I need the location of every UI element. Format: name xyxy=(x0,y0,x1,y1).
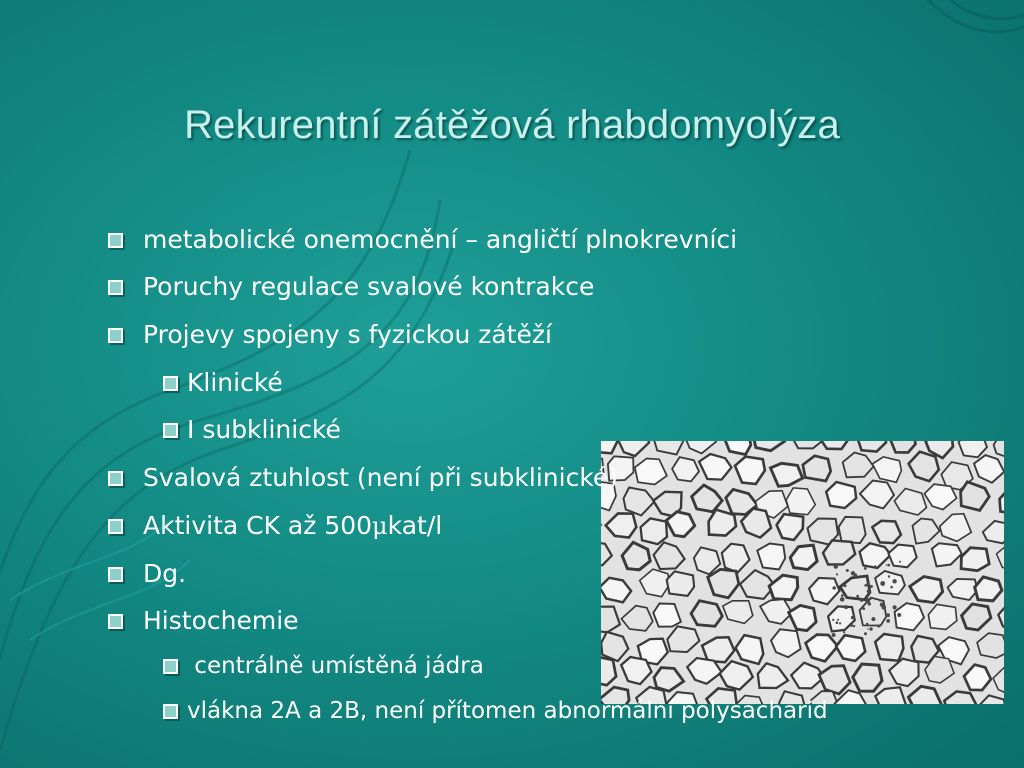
checkbox-bullet-icon xyxy=(163,423,178,438)
checkbox-bullet-icon xyxy=(163,376,178,391)
checkbox-bullet-icon xyxy=(108,233,123,248)
bullet-text: Svalová ztuhlost (není při subklinické) xyxy=(143,463,619,492)
bullet-text-part: Aktivita CK až 500 xyxy=(143,511,373,540)
checkbox-bullet-icon xyxy=(163,704,178,719)
checkbox-bullet-icon xyxy=(108,519,123,534)
bullet-text: Klinické xyxy=(187,368,283,397)
checkbox-bullet-icon xyxy=(108,328,123,343)
bullet-text: metabolické onemocnění – angličtí plnokrevníci xyxy=(143,225,738,254)
checkbox-bullet-icon xyxy=(163,659,178,674)
checkbox-bullet-icon xyxy=(108,471,123,486)
bullet-text: Projevy spojeny s fyzickou zátěží xyxy=(143,320,552,349)
checkbox-bullet-icon xyxy=(108,614,123,629)
checkbox-bullet-icon xyxy=(108,280,123,295)
bullet-text: vlákna 2A a 2B, není přítomen abnormální polysacharid xyxy=(187,698,828,724)
bullet-text: I subklinické xyxy=(187,415,341,444)
bullet-text: Poruchy regulace svalové kontrakce xyxy=(143,272,595,301)
micro-symbol: μ xyxy=(372,512,388,540)
slide-title: Rekurentní zátěžová rhabdomyolýza xyxy=(184,103,840,147)
checkbox-bullet-icon xyxy=(108,567,123,582)
bullet-text: Histochemie xyxy=(143,606,299,635)
bullet-text: Dg. xyxy=(143,559,187,588)
bullet-text xyxy=(143,511,442,541)
bullet-text-part: kat/l xyxy=(387,511,443,540)
bullet-text: centrálně umístěná jádra xyxy=(187,653,484,679)
